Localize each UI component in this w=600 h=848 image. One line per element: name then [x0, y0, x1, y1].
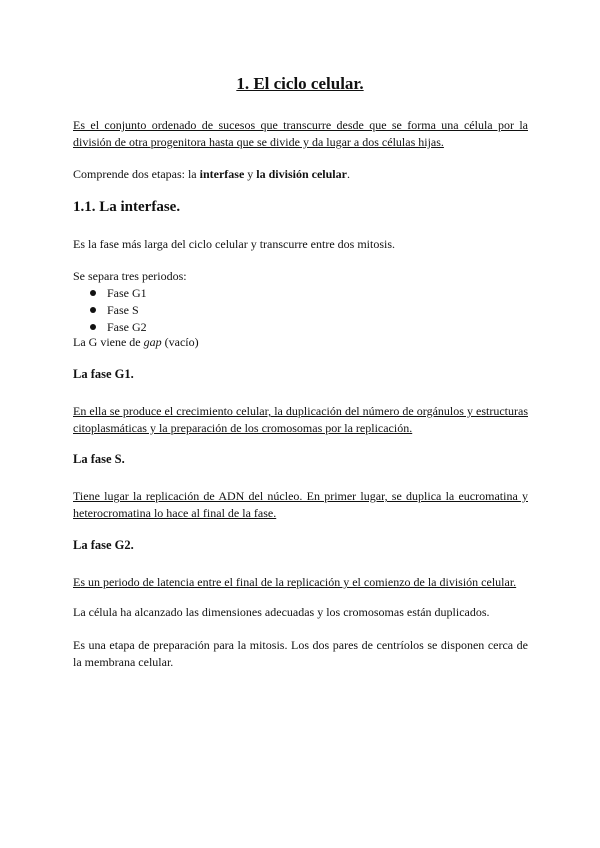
periods-list: [73, 285, 147, 336]
list-item: Fase G2: [73, 319, 147, 336]
interfase-description: Es la fase más larga del ciclo celular y transcurre entre dos mitosis.: [73, 237, 395, 251]
g2-paragraph-1: Es un periodo de latencia entre el final de la replicación y el comienzo de la división celular.: [73, 575, 517, 589]
g2-paragraph-3: Es una etapa de preparación para la mitosis. Los dos pares de centríolos se disponen cerca de la membrana celular.: [73, 638, 528, 669]
g1-paragraph: En ella se produce el crecimiento celular, la duplicación del número de orgánulos y estructuras citoplasmáticas y la preparación de los cromosomas por la replicación.: [73, 404, 528, 435]
s-paragraph: Tiene lugar la replicación de ADN del núcleo. En primer lugar, se duplica la eucromatina y heterocromatina lo hace al final de la fase.: [73, 489, 528, 520]
intro-paragraph: Es el conjunto ordenado de sucesos que transcurre desde que se forma una célula por la división de otra progenitora hasta que se divide y da lugar a dos células hijas.: [73, 118, 528, 149]
g2-heading: La fase G2.: [73, 538, 134, 552]
stages-term-division: la división celular: [256, 167, 347, 181]
page-title: 1. El ciclo celular.: [236, 74, 364, 93]
g-note-suffix: (vacío): [161, 335, 199, 349]
g-note-term: gap: [143, 335, 162, 349]
g-note: [73, 334, 528, 351]
stages-suffix: .: [346, 167, 350, 181]
g2-paragraph-2: La célula ha alcanzado las dimensiones adecuadas y los cromosomas están duplicados.: [73, 605, 490, 619]
list-item: Fase G1: [73, 285, 147, 302]
list-item: Fase S: [73, 302, 147, 319]
stages-term-interfase: interfase: [199, 167, 245, 181]
section-heading-interfase: 1.1. La interfase.: [73, 199, 181, 215]
s-heading: La fase S.: [73, 452, 125, 466]
g1-heading: La fase G1.: [73, 367, 134, 381]
stages-connector: y: [244, 167, 257, 181]
stages-paragraph: [73, 166, 528, 183]
stages-prefix: Comprende dos etapas: la: [73, 167, 200, 181]
g-note-prefix: La G viene de: [73, 335, 144, 349]
periods-intro: Se separa tres periodos:: [73, 269, 187, 283]
